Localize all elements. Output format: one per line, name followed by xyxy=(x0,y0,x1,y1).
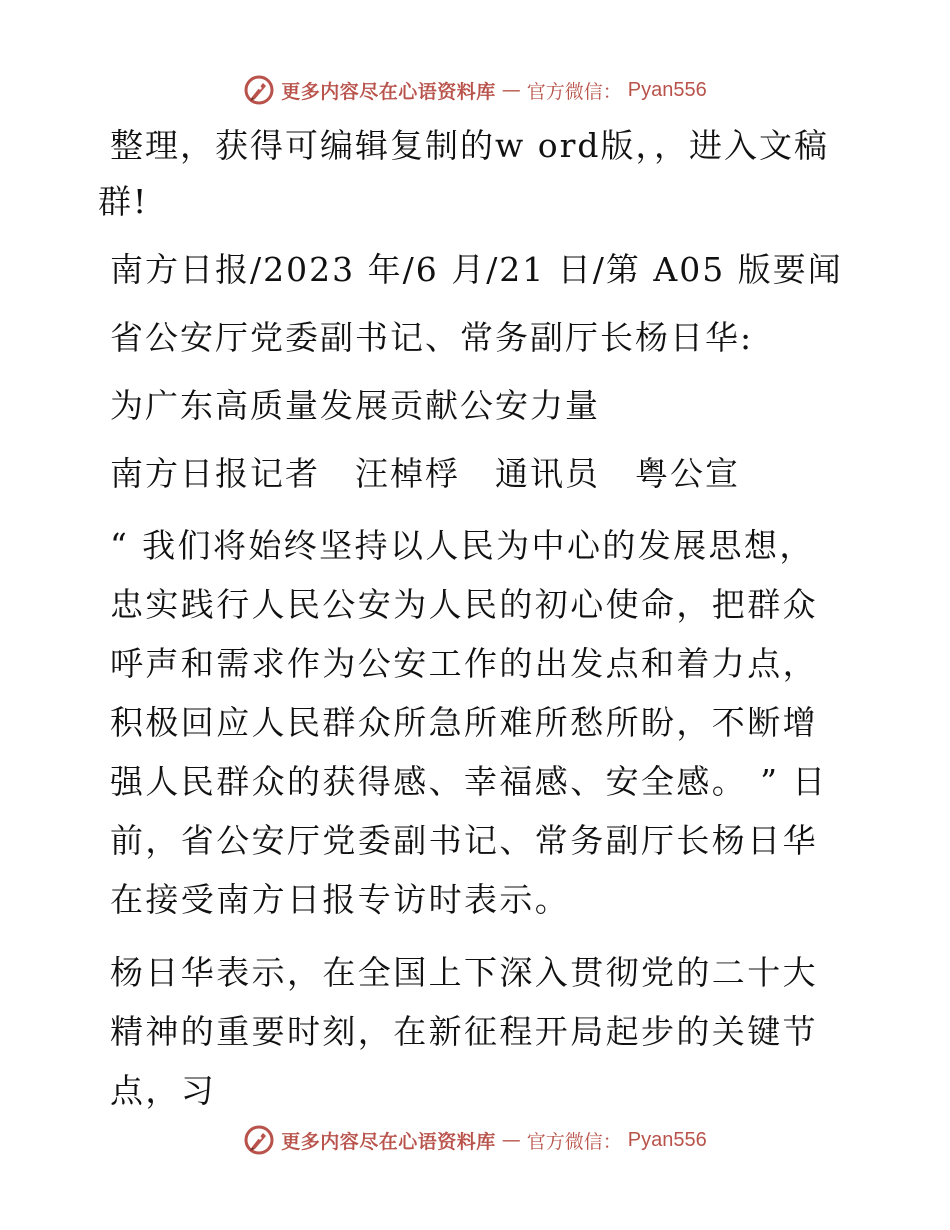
footer-banner xyxy=(0,1120,950,1160)
article-byline: 南方日报记者 汪棹桴 通讯员 粤公宣 xyxy=(110,454,740,493)
article-paragraph-1: “ 我们将始终坚持以人民为中心的发展思想，忠实践行人民公安为人民的初心使命，把群众呼声和需求作为公安工作的出发点和着力点，积极回应人民群众所急所难所愁所盼，不断增强人民群众的获得感、幸福感、安全感。 ” 日前，省公安厅党委副书记、常务副厅长杨日华在接受南方日报专访时表示。 xyxy=(110,526,828,919)
footer-banner-separator: — xyxy=(501,1129,521,1151)
pen-nib-logo-icon xyxy=(243,1124,275,1156)
header-banner xyxy=(0,70,950,110)
pen-nib-logo-icon xyxy=(243,74,275,106)
header-banner-separator: — xyxy=(501,79,521,101)
footer-wechat-id: Pyan556 xyxy=(627,1128,707,1151)
document-body xyxy=(98,118,850,1120)
header-wechat-label: 官方微信： xyxy=(526,80,622,103)
intro-line-2: 群! xyxy=(98,182,149,221)
header-banner-content xyxy=(243,74,707,106)
article-paragraph-2: 杨日华表示，在全国上下深入贯彻党的二十大精神的重要时刻，在新征程开局起步的关键节点，习 xyxy=(110,953,818,1110)
source-line: 南方日报/2023 年/6 月/21 日/第 A05 版要闻 xyxy=(110,250,843,289)
footer-banner-content xyxy=(243,1124,707,1156)
article-subtitle: 省公安厅党委副书记、常务副厅长杨日华: xyxy=(110,318,754,357)
footer-banner-text: 更多内容尽在心语资料库 xyxy=(281,1130,496,1153)
footer-wechat-label: 官方微信： xyxy=(526,1130,622,1153)
article-headline: 为广东高质量发展贡献公安力量 xyxy=(110,386,600,425)
intro-line-1: 整理，获得可编辑复制的w ord版，，进入文稿 xyxy=(110,126,830,165)
header-wechat-id: Pyan556 xyxy=(627,78,707,101)
header-banner-text: 更多内容尽在心语资料库 xyxy=(281,80,496,103)
